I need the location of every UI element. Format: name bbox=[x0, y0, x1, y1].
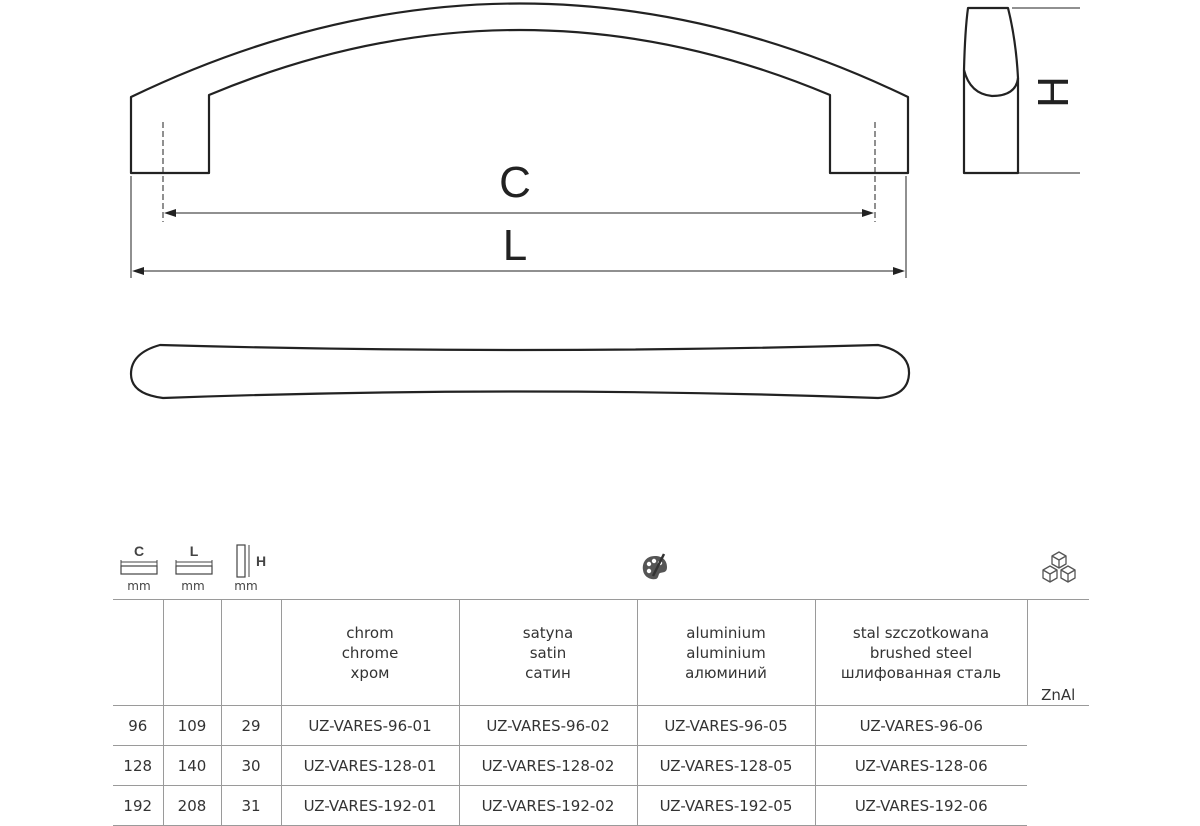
header-h bbox=[221, 600, 281, 706]
cell-l: 208 bbox=[163, 786, 221, 826]
finish-header-chrome: chrom chrome хром bbox=[281, 600, 459, 706]
header-l bbox=[163, 600, 221, 706]
material-cell: ZnAl bbox=[1027, 600, 1089, 706]
h-unit-label: mm bbox=[234, 579, 258, 593]
cell-l: 140 bbox=[163, 746, 221, 786]
dimension-label-c: C bbox=[499, 158, 531, 207]
cell-c: 192 bbox=[113, 786, 163, 826]
header-c bbox=[113, 600, 163, 706]
h-dimension-icon bbox=[233, 542, 275, 580]
finish-header-brushed-steel: stal szczotkowana brushed steel шлифованная сталь bbox=[815, 600, 1027, 706]
cell-code: UZ-VARES-96-06 bbox=[815, 706, 1027, 746]
dimension-label-l: L bbox=[502, 221, 528, 270]
cell-code: UZ-VARES-192-06 bbox=[815, 786, 1027, 826]
svg-text:H: H bbox=[255, 553, 267, 569]
cell-h: 30 bbox=[221, 746, 281, 786]
cell-code: UZ-VARES-192-05 bbox=[637, 786, 815, 826]
cell-code: UZ-VARES-128-05 bbox=[637, 746, 815, 786]
cubes-icon bbox=[1040, 550, 1078, 586]
cell-code: UZ-VARES-128-06 bbox=[815, 746, 1027, 786]
handle-side-view bbox=[964, 8, 1018, 96]
cell-h: 31 bbox=[221, 786, 281, 826]
dimension-label-h: H bbox=[1029, 76, 1078, 108]
cell-l: 109 bbox=[163, 706, 221, 746]
cell-code: UZ-VARES-192-01 bbox=[281, 786, 459, 826]
cell-c: 96 bbox=[113, 706, 163, 746]
svg-text:L: L bbox=[189, 543, 199, 559]
cell-code: UZ-VARES-128-02 bbox=[459, 746, 637, 786]
finish-header-satin: satyna satin сатин bbox=[459, 600, 637, 706]
table-header-row bbox=[113, 600, 1089, 706]
l-dimension-icon bbox=[173, 542, 215, 580]
palette-icon bbox=[640, 552, 670, 584]
cell-code: UZ-VARES-128-01 bbox=[281, 746, 459, 786]
c-unit-label: mm bbox=[127, 579, 151, 593]
table-row bbox=[113, 746, 1089, 786]
l-unit-label: mm bbox=[181, 579, 205, 593]
table-row bbox=[113, 786, 1089, 826]
handle-front-view bbox=[131, 4, 908, 174]
handle-top-view bbox=[131, 345, 909, 398]
cell-code: UZ-VARES-192-02 bbox=[459, 786, 637, 826]
cell-code: UZ-VARES-96-05 bbox=[637, 706, 815, 746]
cell-c: 128 bbox=[113, 746, 163, 786]
specification-table bbox=[113, 599, 1089, 826]
table-row bbox=[113, 706, 1089, 746]
cell-code: UZ-VARES-96-02 bbox=[459, 706, 637, 746]
cell-code: UZ-VARES-96-01 bbox=[281, 706, 459, 746]
finish-header-aluminium: aluminium aluminium алюминий bbox=[637, 600, 815, 706]
cell-h: 29 bbox=[221, 706, 281, 746]
svg-text:C: C bbox=[133, 543, 145, 559]
c-dimension-icon bbox=[118, 542, 160, 580]
